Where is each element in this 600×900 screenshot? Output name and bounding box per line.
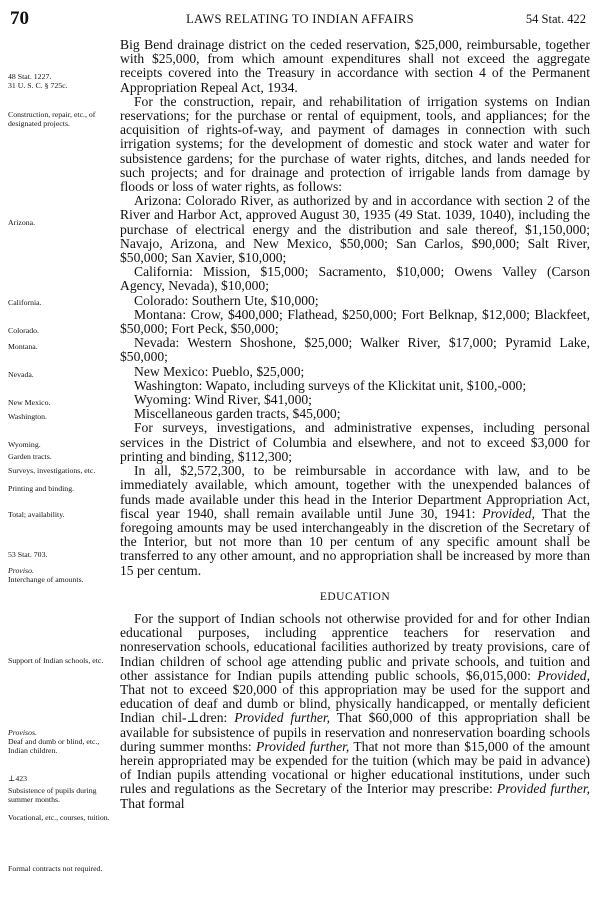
margin-note-support: Support of Indian schools, etc. [8, 656, 104, 665]
margin-note-printing: Printing and binding. [8, 484, 75, 493]
margin-note-stat-703: 53 Stat. 703. [8, 550, 48, 559]
education-provided-3: Provided further, [256, 738, 350, 754]
margin-note-proviso: Proviso. [8, 566, 34, 575]
margin-note-construction: Construction, repair, etc., of designated projects. [8, 110, 96, 128]
education-text-e: That formal [120, 795, 185, 811]
paragraph-surveys: For surveys, investigations, and administrative expenses, including personal services in the District of Columbia and elsewhere, and not to exceed $3,000 for printing and binding, $112,300; [120, 420, 590, 464]
margin-note-garden-tracts: Garden tracts. [8, 452, 52, 461]
paragraph-wyoming: Wyoming: Wind River, $41,000; [134, 392, 312, 408]
education-text-a: For the support of Indian schools not otherwise provided for and for other Indian educational purposes, including apprentice teachers for reservation and nonreservation schools, educational facilities authorized by treaty provisions, care of Indian children of school age attending public and private schools, and tuition and other assistance for Indian pupils attending public schools, $6,015,000: [120, 610, 590, 683]
education-provided-2: Provided further, [234, 710, 331, 726]
margin-note-deaf: Deaf and dumb or blind, etc., Indian children. [8, 737, 100, 755]
margin-note-provisos: Provisos. [8, 728, 37, 737]
margin-note-montana: Montana. [8, 342, 38, 351]
paragraph-garden-tracts: Miscellaneous garden tracts, $45,000; [134, 406, 341, 422]
margin-note-nevada: Nevada. [8, 370, 34, 379]
margin-note-arizona: Arizona. [8, 218, 36, 227]
paragraph-colorado: Colorado: Southern Ute, $10,000; [134, 292, 319, 308]
margin-note-formal: Formal contracts not required. [8, 864, 103, 873]
page-number: 70 [10, 8, 29, 29]
education-text-b: That not to exceed $20,000 of this appropriation may be used for the support and education of deaf and dumb or blind, physically handicapped, or mentally deficient Indian chil-⊥dren: [120, 681, 590, 726]
paragraph-total [120, 464, 590, 578]
margin-note-california: California. [8, 298, 42, 307]
margin-note-washington: Washington. [8, 412, 48, 421]
paragraph-nevada: Nevada: Western Shoshone, $25,000; Walker River, $17,000; Pyramid Lake, $50,000; [120, 335, 590, 365]
margin-note-total: Total; availability. [8, 510, 65, 519]
paragraph-california: California: Mission, $15,000; Sacramento, $10,000; Owens Valley (Carson Agency, Nevada), $10,000; [120, 264, 590, 294]
margin-note-surveys: Surveys, investigations, etc. [8, 466, 96, 475]
margin-note-vocational: Vocational, etc., courses, tuition. [8, 813, 110, 822]
paragraph-arizona: Arizona: Colorado River, as authorized by and in accordance with section 2 of the River and Harbor Act, approved August 30, 1935 (49 Stat. 1039, 1040), including the purchase of electrical energy and the distribution and sale thereof, $1,150,000; Navajo, Arizona, and New Mexico, $50,000; San Carlos, $90,000; Salt River, $50,000; San Xavier, $10,000; [120, 193, 590, 266]
statute-reference: 54 Stat. 422 [525, 12, 586, 26]
margin-note-new-mexico: New Mexico. [8, 398, 51, 407]
paragraph-new-mexico: New Mexico: Pueblo, $25,000; [134, 363, 305, 379]
margin-note-stat-1227: 48 Stat. 1227. 31 U. S. C. § 725c. [8, 72, 68, 90]
margin-note-wyoming: Wyoming. [8, 440, 41, 449]
margin-note-subsistence: Subsistence of pupils during summer months. [8, 786, 97, 804]
education-provided-4: Provided further, [496, 781, 591, 797]
education-text-d: That not more than $15,000 of the amount herein appropriated may be expended for the tuition (which may be paid in advance) of Indian pupils attending vocational or higher educational institutions, under such rules and regulations as the Secretary of the Interior may prescribe: [120, 738, 590, 797]
total-text-b: That the foregoing amounts may be used interchangeably in the discretion of the Secretary of the Interior, but not more than 10 per centum of any specific amount shall be transferred to any other amount, and no appropriation shall be increased by more than 15 per centum. [120, 505, 591, 578]
margin-note-page-423: ⊥423 [8, 774, 28, 783]
paragraph-education [120, 612, 590, 811]
page-header [0, 8, 600, 30]
paragraph-washington: Washington: Wapato, including surveys of the Klickitat unit, $100,-000; [134, 377, 527, 393]
education-provided-1: Provided, [537, 667, 590, 683]
education-text-c: That $60,000 of this appropriation shall be available for subsistence of pupils in reservation and nonreservation boarding schools during summer months: [120, 710, 591, 754]
paragraph-big-bend: Big Bend drainage district on the ceded reservation, $25,000, reimbursable, together with $25,000, from which amount expenditures shall not exceed the aggregate receipts covered into the Treasury in accordance with section 4 of the Permanent Appropriation Repeal Act, 1934. [120, 37, 590, 95]
education-heading: EDUCATION [319, 590, 391, 603]
total-proviso: Provided, [482, 505, 536, 521]
margin-note-colorado: Colorado. [8, 326, 39, 335]
paragraph-irrigation: For the construction, repair, and rehabilitation of irrigation systems on Indian reservations; for the purchase or rental of equipment, tools, and appliances; for the acquisition of rights-of-way, and payment of damages in connection with such irrigation systems; for the development of domestic and stock water and water for subsistence gardens; for the purchase of water rights, ditches, and lands needed for such projects; and for drainage and protection of irrigable lands from damage by floods or loss of water rights, as follows: [120, 93, 590, 195]
running-title: LAWS RELATING TO INDIAN AFFAIRS [186, 12, 414, 26]
main-text [120, 38, 590, 811]
total-text-a: In all, $2,572,300, to be reimbursable in accordance with law, and to be immediately available, which amount, together with the unexpended balances of funds made available under this head in the Interior Department Appropriation Act, fiscal year 1940, shall remain available until June 30, 1941: [120, 463, 590, 521]
margin-note-interchange: Interchange of amounts. [8, 575, 84, 584]
paragraph-montana: Montana: Crow, $400,000; Flathead, $250,000; Fort Belknap, $12,000; Blackfeet, $50,000; Fort Peck, $50,000; [120, 306, 590, 337]
